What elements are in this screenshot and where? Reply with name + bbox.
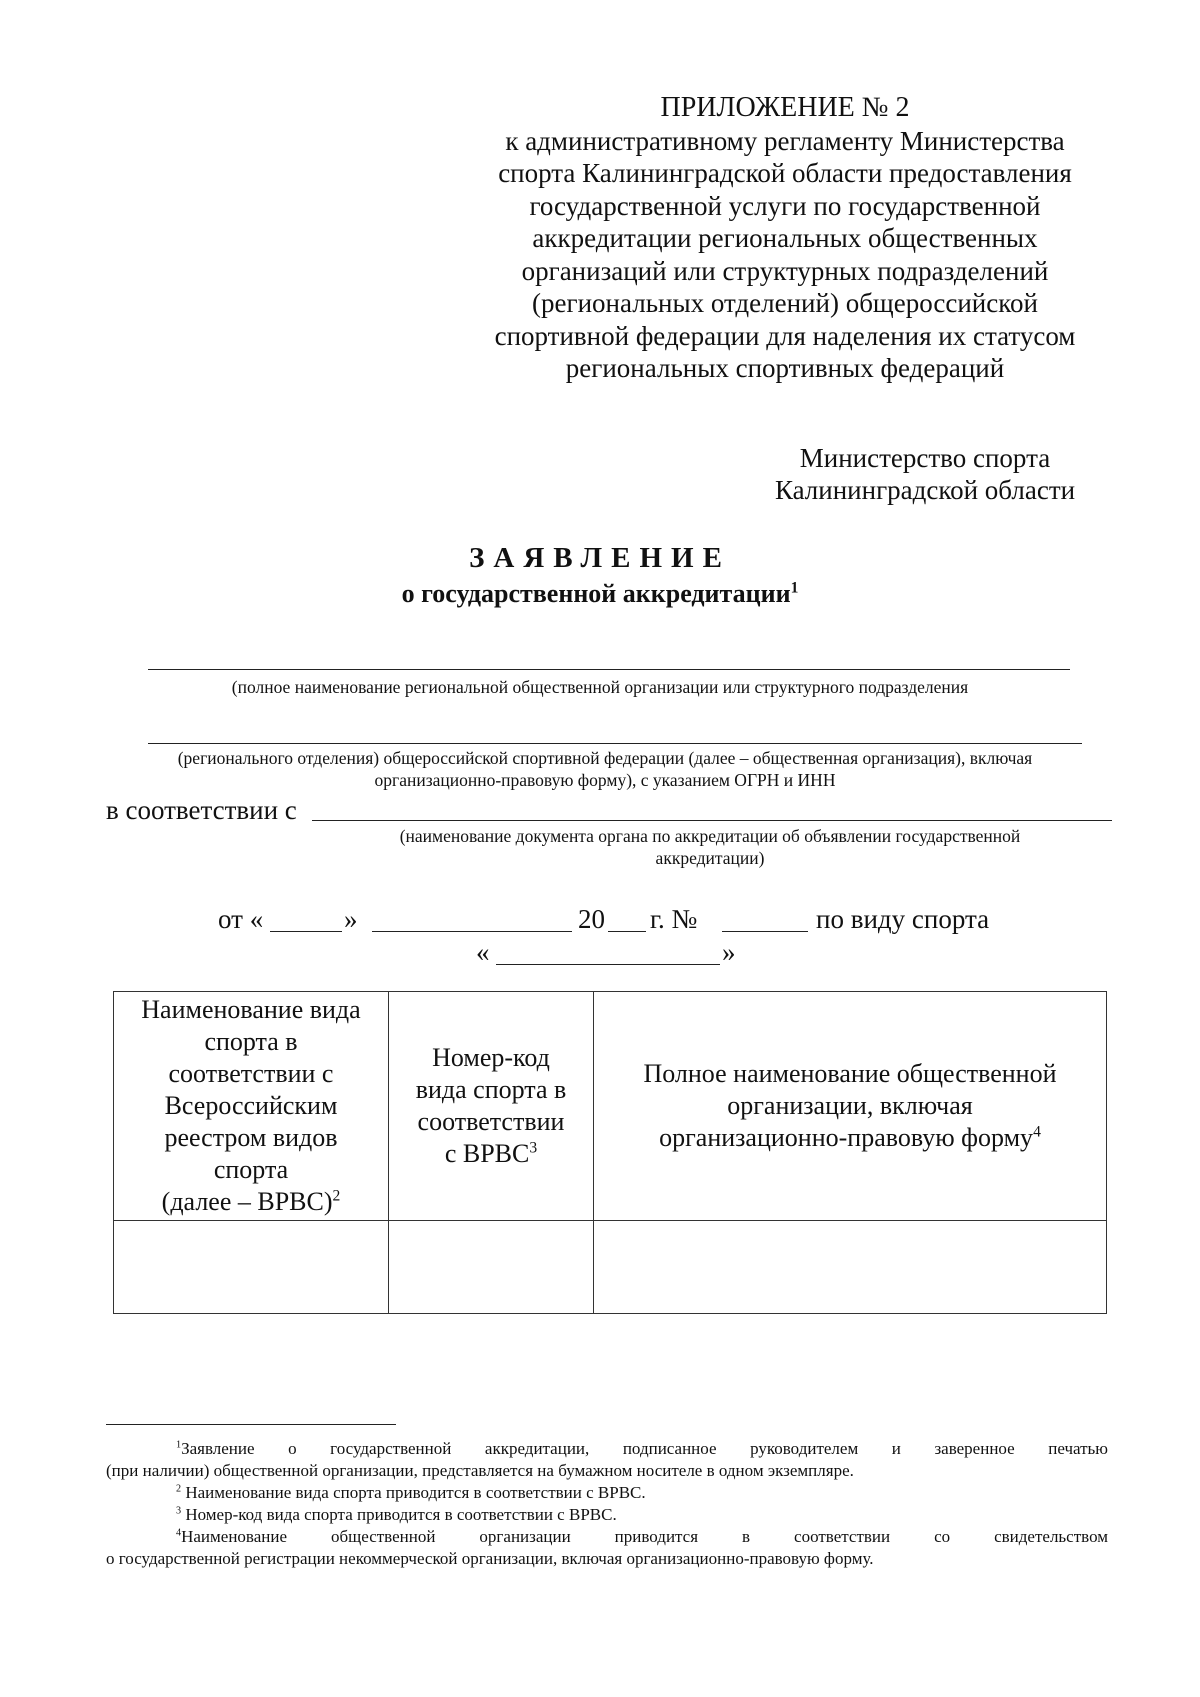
header-line [122,1186,380,1218]
addressee-line: Калининградской области [774,475,1076,505]
appendix-line: спортивной федерации для наделения их статусом [494,320,1076,351]
addressee [730,442,1120,506]
footnote-2 [176,1482,1108,1504]
org-name-caption-2a: (регионального отделения) общероссийской спортивной федерации (далее – общественная организация), включая [177,748,1033,768]
header-line: спорта [213,1155,289,1184]
footnote-text: Номер-код вида спорта приводится в соответствии с ВРВС. [185,1505,617,1524]
document-heading [0,542,1200,609]
header-line [397,1138,585,1170]
appendix-line: к административному регламенту Министерства [505,125,1065,156]
number-label: г. № [650,904,698,934]
header-line: Всероссийским [164,1091,338,1120]
accreditation-table [113,991,1107,1314]
appendix-line: организаций или структурных подразделений [521,255,1049,286]
header-line: соответствии с [168,1059,334,1088]
footnote-text: Наименование вида спорта приводится в соответствии с ВРВС. [185,1483,646,1502]
appendix-title: ПРИЛОЖЕНИЕ № 2 [660,92,910,123]
year-field[interactable] [608,931,646,932]
date-day-field[interactable] [270,931,342,932]
header-line: Наименование вида [141,995,361,1024]
table-header-row [114,992,1107,1221]
header-text: организационно-правовую форму [659,1123,1034,1152]
subtitle-text: о государственной аккредитации [401,579,791,608]
header-line: соответствии [417,1107,565,1136]
header-line: вида спорта в [415,1075,567,1104]
sport-name-field[interactable] [496,964,720,965]
table-cell-sport-code[interactable] [389,1221,594,1314]
org-name-line-1[interactable] [148,669,1070,670]
date-close-quote: » [344,904,358,934]
document-number-field[interactable] [722,931,808,932]
date-from-label: от « [218,904,264,934]
org-name-caption-1: (полное наименование региональной общественной организации или структурного подразделения [231,677,969,697]
sport-close-quote: » [722,937,736,967]
header-org-name [594,992,1107,1221]
header-sport-name [114,992,389,1221]
in-accordance-label: в соответствии с [106,795,297,825]
footnote-ref: 4 [1033,1123,1041,1141]
appendix-header [440,92,1130,385]
footnote-3 [176,1504,1108,1526]
org-name-line-2[interactable] [148,743,1082,744]
header-line: Полное наименование общественной [643,1059,1057,1088]
document-subtitle [0,579,1200,609]
footnote-text: Заявление о государственной аккредитации, подписанное руководителем и заверенное печатью [181,1439,1108,1458]
year-prefix: 20 [578,904,605,934]
footnote-number: 3 [176,1505,182,1517]
appendix-line: (региональных отделений) общероссийской [532,288,1038,318]
footnote-ref: 3 [529,1139,538,1157]
footnote-number: 4 [176,1527,182,1539]
header-text: (далее – ВРВС) [161,1187,333,1216]
sport-label: по виду спорта [816,904,990,934]
appendix-line: региональных спортивных федераций [565,353,1005,383]
table-cell-org-name[interactable] [594,1221,1107,1314]
footnote-text: Наименование общественной организации приводится в соответствии со свидетельством [181,1527,1108,1546]
document-title: ЗАЯВЛЕНИЕ [469,542,731,574]
header-text: с ВРВС [444,1139,530,1168]
footnote-number: 2 [176,1483,182,1495]
table-cell-sport-name[interactable] [114,1221,389,1314]
appendix-line: аккредитации региональных общественных [532,223,1038,253]
footnote-ref: 2 [332,1187,341,1205]
header-line: спорта в [204,1027,298,1056]
header-line: организации, включая [727,1091,973,1120]
header-line: Номер-код [432,1043,550,1072]
footnote-4-line-2: о государственной регистрации некоммерческой организации, включая организационно-правовую форму. [106,1549,874,1568]
footnote-number: 1 [176,1439,182,1451]
appendix-line: государственной услуги по государственной [529,190,1041,221]
header-sport-code [389,992,594,1221]
date-month-field[interactable] [372,931,572,932]
table-row [114,1221,1107,1314]
document-name-line[interactable] [312,820,1112,821]
addressee-line: Министерство спорта [799,443,1051,473]
document-name-caption-b: аккредитации) [655,848,765,868]
org-name-caption-2b: организационно-правовую форму), с указанием ОГРН и ИНН [374,770,836,790]
sport-open-quote: « [476,937,490,967]
footnote-1-line-1 [176,1438,1108,1460]
footnote-4-line-1 [176,1526,1108,1548]
footnote-ref: 1 [790,579,799,597]
footnote-divider [106,1424,396,1425]
header-line [602,1122,1098,1154]
footnote-1-line-2: (при наличии) общественной организации, представляется на бумажном носителе в одном экземпляре. [106,1461,854,1480]
document-name-caption-a: (наименование документа органа по аккредитации об объявлении государственной [399,826,1021,846]
appendix-line: спорта Калининградской области предоставления [498,158,1072,188]
header-line: реестром видов [164,1123,338,1152]
